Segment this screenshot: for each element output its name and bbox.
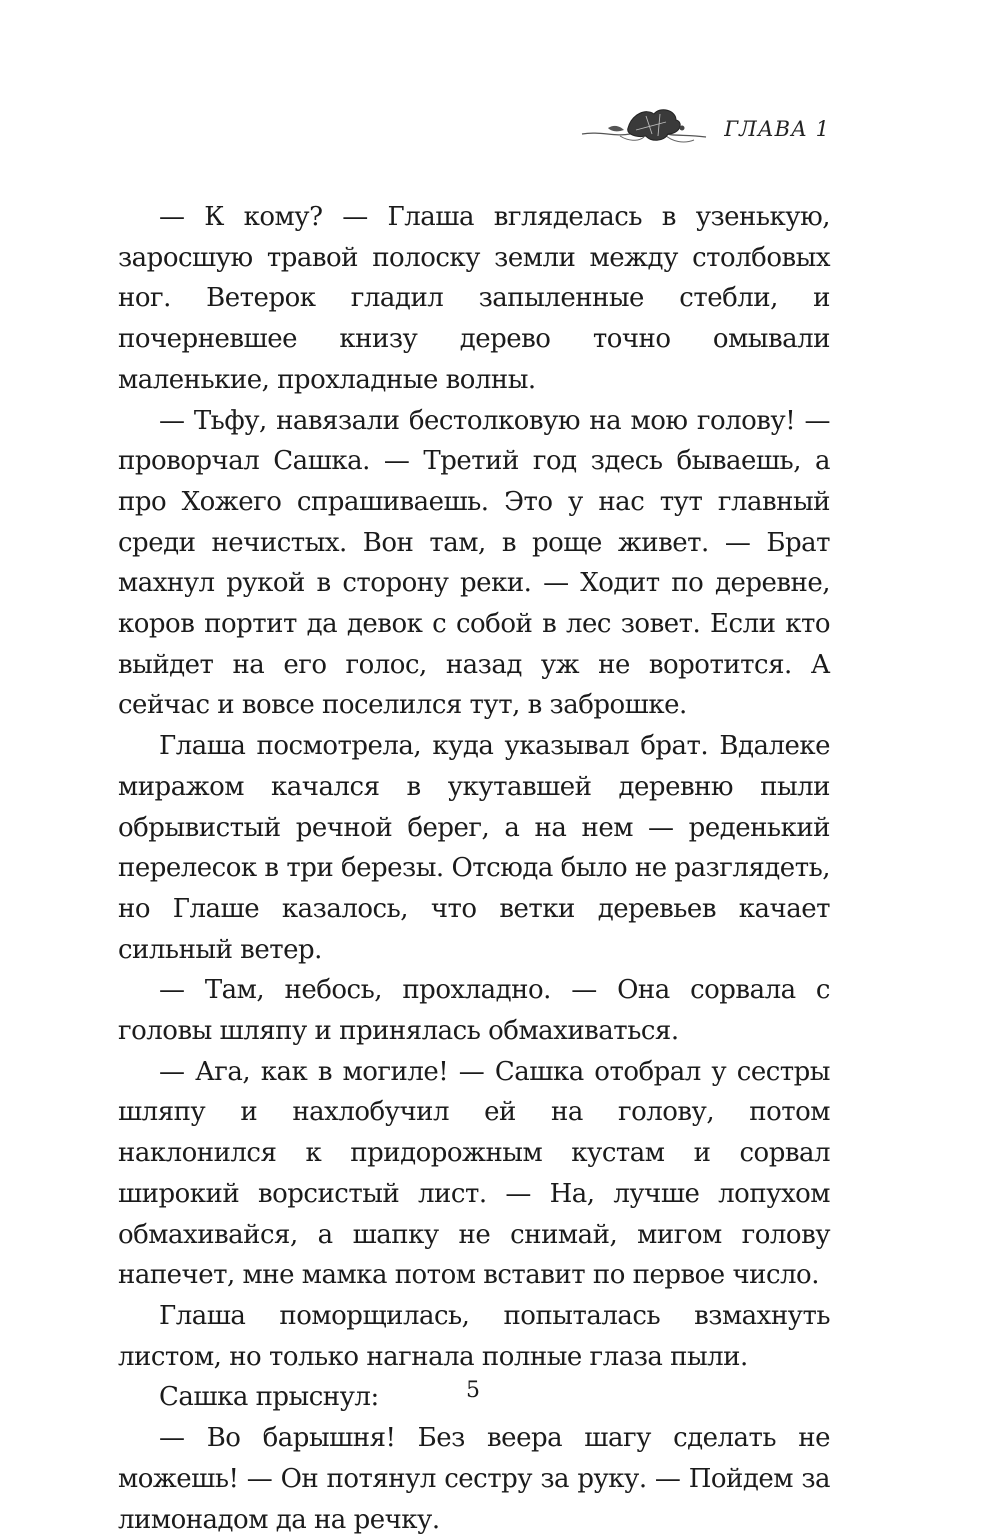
running-header [580,104,830,154]
paragraph: — Ага, как в могиле! — Сашка отобрал у сестры шляпу и нахлобучил ей на голову, потом наклонился к придорожным кустам и сорвал широкий ворсистый лист. — На, лучше лопухом обмахивайся, а шапку не снимай, мигом голову напечет, мне мамка потом вставит по первое число. [118,1056,830,1291]
paragraph: — Во барышня! Без веера шагу сделать не можешь! — Он потянул сестру за руку. — Пойдем за лимонадом да на речку. [118,1423,830,1535]
body-text [118,197,830,1540]
leaf-ornament-icon [580,104,708,154]
paragraph: Глаша посмотрела, куда указывал брат. Вдалеке миражом качался в укутавшей деревню пыли обрывистый речной берег, а на нем — реденький перелесок в три березы. Отсюда было не разглядеть, но Глаше казалось, что ветки деревьев качает сильный ветер. [118,731,830,965]
page-number: 5 [466,1378,480,1403]
paragraph: — Тьфу, навязали бестолковую на мою голову! — проворчал Сашка. — Третий год здесь бываешь, а про Хожего спрашиваешь. Это у нас тут главный среди нечистых. Вон там, в роще живет. — Брат махнул рукой в сторону реки. — Ходит по деревне, коров портит да девок с собой в лес зовет. Если кто выйдет на его голос, назад уж не воротится. А сейчас и вовсе поселился тут, в заброшке. [118,405,830,721]
paragraph: Глаша поморщилась, попыталась взмахнуть листом, но только нагнала полные глаза пыли. [118,1300,830,1372]
paragraph: — Там, небось, прохладно. — Она сорвала с головы шляпу и принялась обмахиваться. [118,975,830,1047]
chapter-title: ГЛАВА 1 [724,117,830,141]
paragraph: — К кому? — Глаша вгляделась в узенькую, заросшую травой полоску земли между столбовых ног. Ветерок гладил запыленные стебли, и почерневшее книзу дерево точно омывали маленькие, прохладные волны. [118,202,830,395]
paragraph: Сашка прыснул: [159,1382,379,1413]
